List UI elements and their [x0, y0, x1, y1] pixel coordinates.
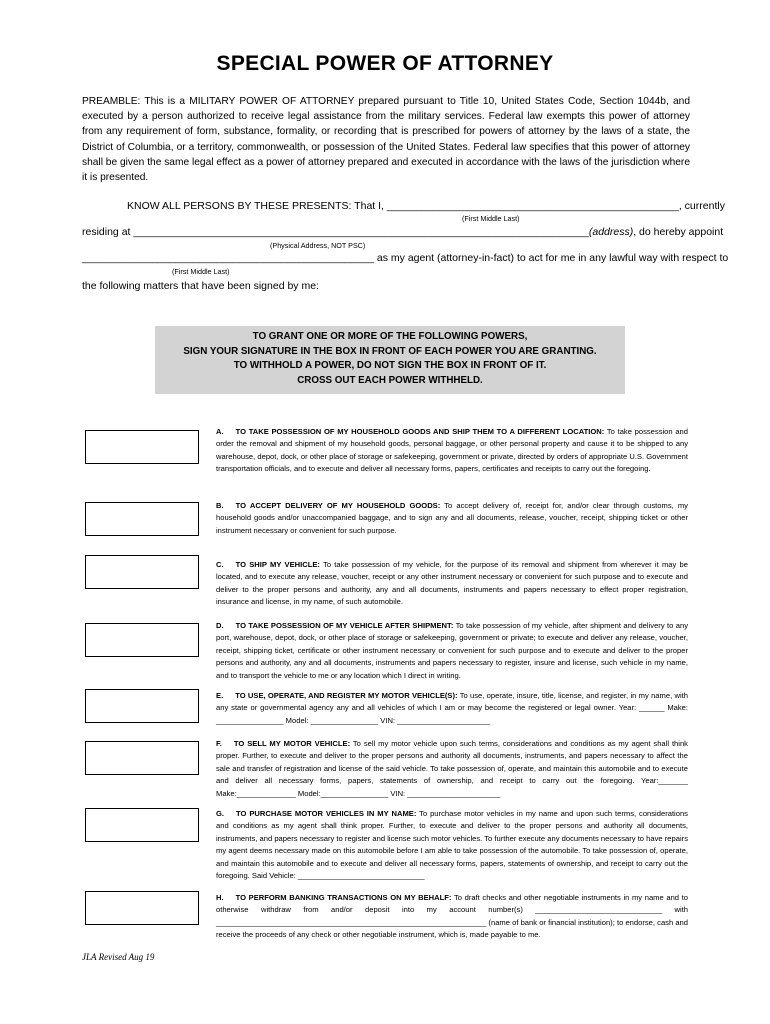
residing-address-label: (address) [588, 226, 634, 238]
power-letter: A. [216, 427, 224, 436]
power-heading: TO USE, OPERATE, AND REGISTER MY MOTOR VEHICLE(S): [235, 691, 458, 700]
agent-name-sublabel: (First Middle Last) [172, 267, 230, 276]
residing-line-end: , do hereby appoint [633, 226, 724, 238]
document-title: SPECIAL POWER OF ATTORNEY [216, 52, 554, 75]
power-f [216, 738, 688, 800]
power-heading: TO PURCHASE MOTOR VEHICLES IN MY NAME: [236, 809, 417, 818]
instructions-box [155, 326, 625, 394]
signature-box-e[interactable] [85, 689, 199, 723]
signature-box-g[interactable] [85, 808, 199, 842]
power-text: To sell my motor vehicle upon such terms, considerations and conditions as my agent shall think proper. Further, to execute and deliver to the proper persons and authority all documents, instruments, and papers necessary to affect the sale and transfer of registration and license of the said vehicle. To take possession of, operate, and maintain this automobile and to execute and deliver all necessary forms, papers, statements of ownership, and receipt to carry out the foregoing. Year:_______ Make:______________ Model:________________ VIN: ______________________ [216, 739, 688, 798]
power-text: To draft checks and other negotiable instruments in my name and to otherwise withdraw from and/or deposit into my account number(s) ______________________________ with ________________________________________________________________ (name of bank or financial institution); to endorse, cash and receive the proceeds of any check or other negotiable instrument, which is, made payable to me. [216, 893, 688, 940]
power-text: To purchase motor vehicles in my name and upon such terms, considerations and conditions as my agent shall think proper. Further, to execute and deliver to the proper persons and authority all documents, instruments, and papers necessary to register and license such motor vehicles. To further execute any documents necessary to have repairs my agent deems necessary made on this automobile before I am able to take possession of the automobile. To take possession of, operate, and maintain this automobile and to execute and deliver all necessary forms, papers, statements of ownership, and receipt to carry out the foregoing. Said Vehicle: ______________________________ [216, 809, 688, 881]
residing-line [82, 226, 723, 238]
power-b [216, 500, 688, 537]
power-letter: C. [216, 560, 224, 569]
address-sublabel: (Physical Address, NOT PSC) [270, 241, 366, 250]
signature-box-a[interactable] [85, 430, 199, 464]
signature-box-c[interactable] [85, 555, 199, 589]
power-e [216, 690, 688, 727]
power-text: To accept delivery of, receipt for, and/or clear through customs, my household goods and/or unaccompanied baggage, and to sign any and all documents, release, voucher, receipt, shipping ticket or other instrument necessary or convenient for such purpose. [216, 501, 688, 535]
power-letter: F. [216, 739, 222, 748]
power-a [216, 426, 688, 476]
revision-footer: JLA Revised Aug 19 [82, 952, 155, 962]
preamble-paragraph: PREAMBLE: This is a MILITARY POWER OF ATTORNEY prepared pursuant to Title 10, United States Code, Section 1044b, and executed by a person authorized to receive legal assistance from the military services. Federal law exempts this power of attorney from any requirement of form, substance, formality, or recording that is prescribed for powers of attorney by the laws of a state, the District of Columbia, or a territory, commonwealth, or possession of the United States. Federal law specifies that this power of attorney shall be given the same legal effect as a power of attorney prepared and executed in accordance with the laws of the jurisdiction where it is presented. [82, 96, 690, 184]
power-heading: TO SHIP MY VEHICLE: [235, 560, 320, 569]
instruction-line: SIGN YOUR SIGNATURE IN THE BOX IN FRONT OF EACH POWER YOU ARE GRANTING. [183, 345, 597, 357]
power-d [216, 620, 688, 682]
instruction-line: CROSS OUT EACH POWER WITHHELD. [297, 374, 483, 386]
power-letter: D. [216, 621, 224, 630]
power-text: To use, operate, insure, title, license, and register, in my name, with any state or governmental agency any and all vehicles of which I am or may become the registered or legal owner. Year: ______ Make: ________________ Model: ________________ VIN: ______________________ [216, 691, 688, 725]
power-text: To take possession of my vehicle, for the purpose of its removal and shipment from wherever it may be located, and to execute any release, voucher, receipt or any other instrument necessary or convenient for such purpose and to execute and deliver to the proper persons and authority, any and all documents, instruments and papers necessary to effect proper registration, insurance and license, in my name, of such automobile. [216, 560, 688, 607]
signature-box-d[interactable] [85, 623, 199, 657]
residing-line-start: residing at ______________________________________________________________________________ [82, 226, 589, 238]
power-heading: TO TAKE POSSESSION OF MY VEHICLE AFTER SHIPMENT: [235, 621, 454, 630]
signature-box-h[interactable] [85, 891, 199, 925]
power-text: To take possession of my vehicle, after shipment and delivery to any port, warehouse, depot, dock, or other place of storage or safekeeping, government or private; to execute and deliver any release, voucher, receipt, shipping ticket, certificate or other instrument necessary or convenient for such purpose and to execute and deliver to the proper persons and authority, any and all documents, instruments and papers necessary to register, insure and license, such vehicle in my name, and to transport the vehicle to me or any location which I direct in writing. [216, 621, 688, 680]
know-all-persons-line: KNOW ALL PERSONS BY THESE PRESENTS: That I, __________________________________________________, currently [127, 200, 725, 212]
power-letter: E. [216, 691, 224, 700]
power-letter: H. [216, 893, 224, 902]
power-heading: TO PERFORM BANKING TRANSACTIONS ON MY BEHALF: [235, 893, 452, 902]
power-g [216, 808, 688, 882]
instruction-line: TO GRANT ONE OR MORE OF THE FOLLOWING POWERS, [252, 331, 528, 342]
power-heading: TO ACCEPT DELIVERY OF MY HOUSEHOLD GOODS: [235, 501, 441, 510]
power-heading: TO SELL MY MOTOR VEHICLE: [233, 739, 351, 748]
signature-box-f[interactable] [85, 741, 199, 775]
power-c [216, 559, 688, 609]
power-letter: B. [216, 501, 224, 510]
agent-line: __________________________________________________ as my agent (attorney-in-fact) to act for me in any lawful way with respect to [82, 252, 729, 264]
signature-box-b[interactable] [85, 502, 199, 536]
power-heading: TO TAKE POSSESSION OF MY HOUSEHOLD GOODS AND SHIP THEM TO A DIFFERENT LOCATION: [235, 427, 605, 436]
power-text: To take possession and order the removal and shipment of my household goods, personal baggage, or other personal property and cause it to be shipped to any warehouse, depot, dock, or other place of storage or safekeeping, government or private, directed by orders of appropriate U.S. Government transportation officials, and to execute and deliver all necessary forms, papers, certificates and receipts to carry out the foregoing. [216, 427, 688, 474]
instruction-line: TO WITHHOLD A POWER, DO NOT SIGN THE BOX IN FRONT OF IT. [233, 360, 547, 371]
power-h [216, 892, 688, 942]
power-letter: G. [216, 809, 225, 818]
principal-name-sublabel: (First Middle Last) [462, 214, 520, 223]
matters-line: the following matters that have been signed by me: [82, 280, 319, 292]
